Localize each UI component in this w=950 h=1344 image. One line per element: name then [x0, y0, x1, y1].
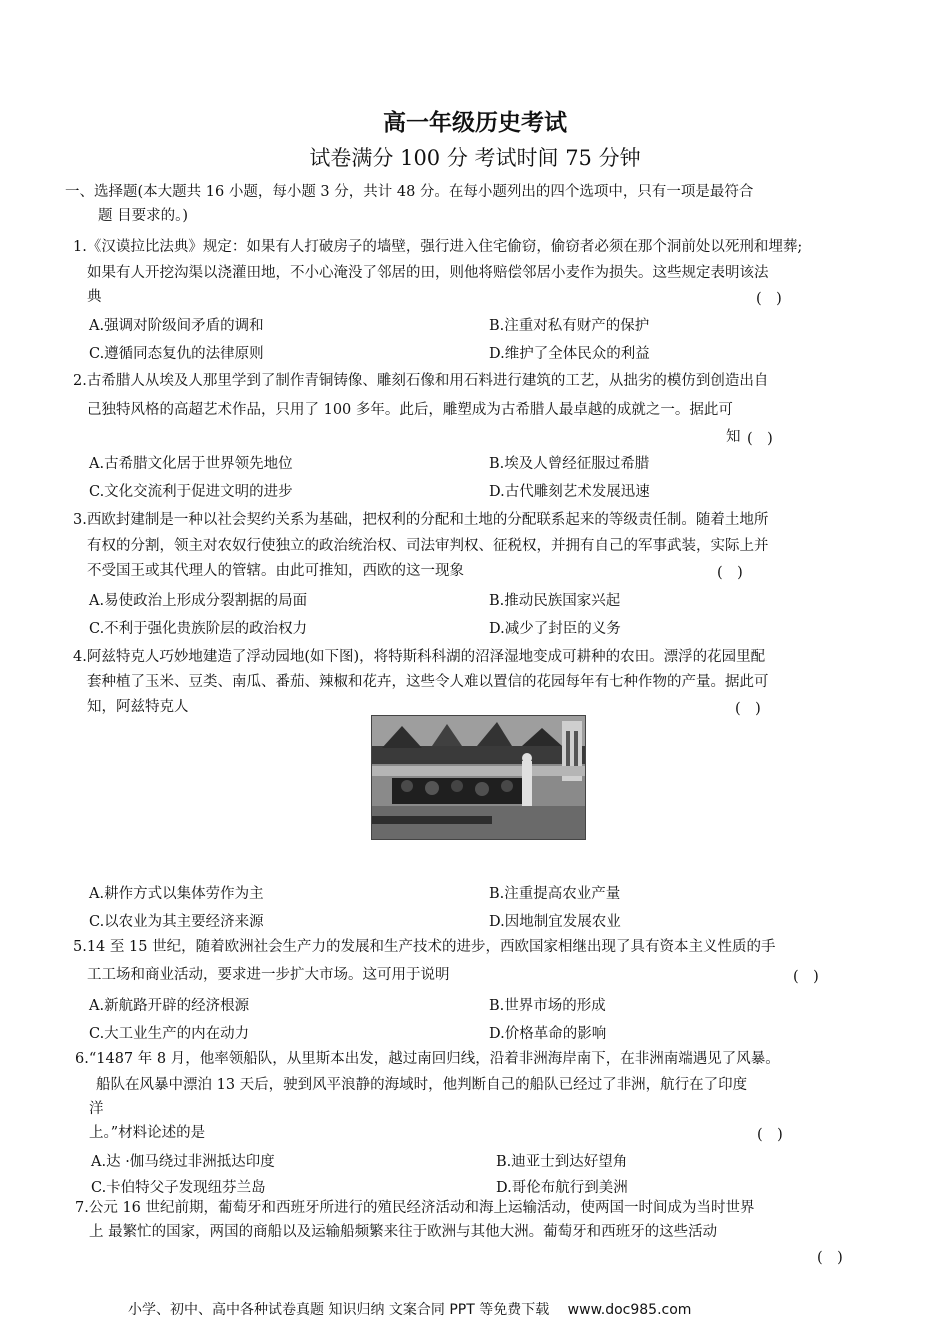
- q5-line-2: 工工场和商业活动，要求进一步扩大市场。这可用于说明: [87, 967, 450, 983]
- q4-line-3: 知，阿兹特克人: [87, 699, 189, 715]
- q7-line-1: 7.公元 16 世纪前期，葡萄牙和西班牙所进行的殖民经济活动和海上运输活动，使两国一时间成为当时世界: [75, 1200, 755, 1216]
- q5-option-d: D.价格革命的影响: [489, 1026, 607, 1042]
- q6-line-3: 洋: [89, 1101, 104, 1117]
- q2-option-a: A.古希腊文化居于世界领先地位: [89, 456, 293, 472]
- q6-option-d: D.哥伦布航行到美洲: [496, 1180, 628, 1196]
- exam-title: 高一年级历史考试: [383, 110, 567, 136]
- q1-answer-paren: ( ): [756, 291, 782, 307]
- q1-line-3: 典: [87, 289, 102, 305]
- q1-line-1: 1.《汉谟拉比法典》规定：如果有人打破房子的墙壁，强行进入住宅偷窃，偷窃者必须在那个洞前处以死刑和埋葬;: [73, 239, 803, 255]
- q3-answer-paren: ( ): [717, 565, 743, 581]
- q6-option-a: A.达 ·伽马绕过非洲抵达印度: [91, 1154, 275, 1170]
- q5-option-c: C.大工业生产的内在动力: [89, 1026, 250, 1042]
- q2-line-2: 己独特风格的高超艺术作品，只用了 100 多年。此后，雕塑成为古希腊人最卓越的成就之一。据此可: [87, 402, 733, 418]
- exam-subtitle: 试卷满分 100 分 考试时间 75 分钟: [309, 146, 641, 170]
- q4-option-b: B.注重提高农业产量: [489, 886, 621, 902]
- q2-option-b: B.埃及人曾经征服过希腊: [489, 456, 650, 472]
- q7-answer-paren: ( ): [817, 1250, 843, 1266]
- q3-line-3: 不受国王或其代理人的管辖。由此可推知，西欧的这一现象: [87, 563, 464, 579]
- q5-option-a: A.新航路开辟的经济根源: [89, 998, 250, 1014]
- q2-line-1: 2.古希腊人从埃及人那里学到了制作青铜铸像、雕刻石像和用石料进行建筑的工艺，从拙劣的模仿到创造出自: [73, 373, 769, 389]
- page-footer: 小学、初中、高中各种试卷真题 知识归纳 文案合同 PPT 等免费下载 www.doc985.com: [128, 1302, 692, 1318]
- q2-answer-paren: ( ): [747, 431, 773, 447]
- q7-line-2: 上 最繁忙的国家，两国的商船以及运输船频繁来往于欧洲与其他大洲。葡萄牙和西班牙的这些活动: [89, 1224, 718, 1240]
- q1-option-b: B.注重对私有财产的保护: [489, 318, 650, 334]
- aztec-floating-garden-illustration: [372, 716, 585, 839]
- q6-option-b: B.迪亚士到达好望角: [496, 1154, 628, 1170]
- q3-option-b: B.推动民族国家兴起: [489, 593, 621, 609]
- q5-line-1: 5.14 至 15 世纪，随着欧洲社会生产力的发展和生产技术的进步，西欧国家相继出现了具有资本主义性质的手: [73, 939, 776, 955]
- q2-line-3: 知: [726, 429, 741, 445]
- q4-line-1: 4.阿兹特克人巧妙地建造了浮动园地(如下图)，将特斯科科湖的沼泽湿地变成可耕种的农田。漂浮的花园里配: [73, 649, 766, 665]
- q4-line-2: 套种植了玉米、豆类、南瓜、番茄、辣椒和花卉，这些令人难以置信的花园每年有七种作物的产量。据此可: [87, 674, 769, 690]
- q3-line-2: 有权的分割，领主对农奴行使独立的政治统治权、司法审判权、征税权，并拥有自己的军事武装，实际上并: [87, 538, 769, 554]
- q4-option-c: C.以农业为其主要经济来源: [89, 914, 264, 930]
- section-instruction-line-1: 一、选择题(本大题共 16 小题，每小题 3 分，共计 48 分。在每小题列出的四个选项中，只有一项是最符合: [65, 184, 754, 200]
- q1-option-a: A.强调对阶级间矛盾的调和: [89, 318, 264, 334]
- q4-option-a: A.耕作方式以集体劳作为主: [89, 886, 264, 902]
- q1-option-c: C.遵循同态复仇的法律原则: [89, 346, 264, 362]
- q4-option-d: D.因地制宜发展农业: [489, 914, 621, 930]
- q6-line-2: 船队在风暴中漂泊 13 天后，驶到风平浪静的海域时，他判断自己的船队已经过了非洲，航行在了印度: [96, 1077, 748, 1093]
- q6-option-c: C.卡伯特父子发现纽芬兰岛: [91, 1180, 266, 1196]
- q2-option-d: D.古代雕刻艺术发展迅速: [489, 484, 650, 500]
- q5-answer-paren: ( ): [793, 969, 819, 985]
- aztec-floating-garden-image: [371, 715, 586, 840]
- q3-option-a: A.易使政治上形成分裂割据的局面: [89, 593, 308, 609]
- q6-answer-paren: ( ): [757, 1127, 783, 1143]
- q1-line-2: 如果有人开挖沟渠以浇灌田地，不小心淹没了邻居的田，则他将赔偿邻居小麦作为损失。这些规定表明该法: [87, 265, 769, 281]
- q4-answer-paren: ( ): [735, 701, 761, 717]
- q6-line-4: 上。”材料论述的是: [89, 1125, 206, 1141]
- q6-line-1: 6.“1487 年 8 月，他率领船队，从里斯本出发，越过南回归线，沿着非洲海岸南下，在非洲南端遇见了风暴。: [75, 1051, 780, 1067]
- section-instruction-line-2: 题 目要求的。): [98, 208, 189, 224]
- q5-option-b: B.世界市场的形成: [489, 998, 606, 1014]
- q2-option-c: C.文化交流利于促进文明的进步: [89, 484, 293, 500]
- q3-option-d: D.减少了封臣的义务: [489, 621, 621, 637]
- q1-option-d: D.维护了全体民众的利益: [489, 346, 650, 362]
- q3-option-c: C.不利于强化贵族阶层的政治权力: [89, 621, 308, 637]
- q3-line-1: 3.西欧封建制是一种以社会契约关系为基础，把权利的分配和土地的分配联系起来的等级责任制。随着土地所: [73, 512, 769, 528]
